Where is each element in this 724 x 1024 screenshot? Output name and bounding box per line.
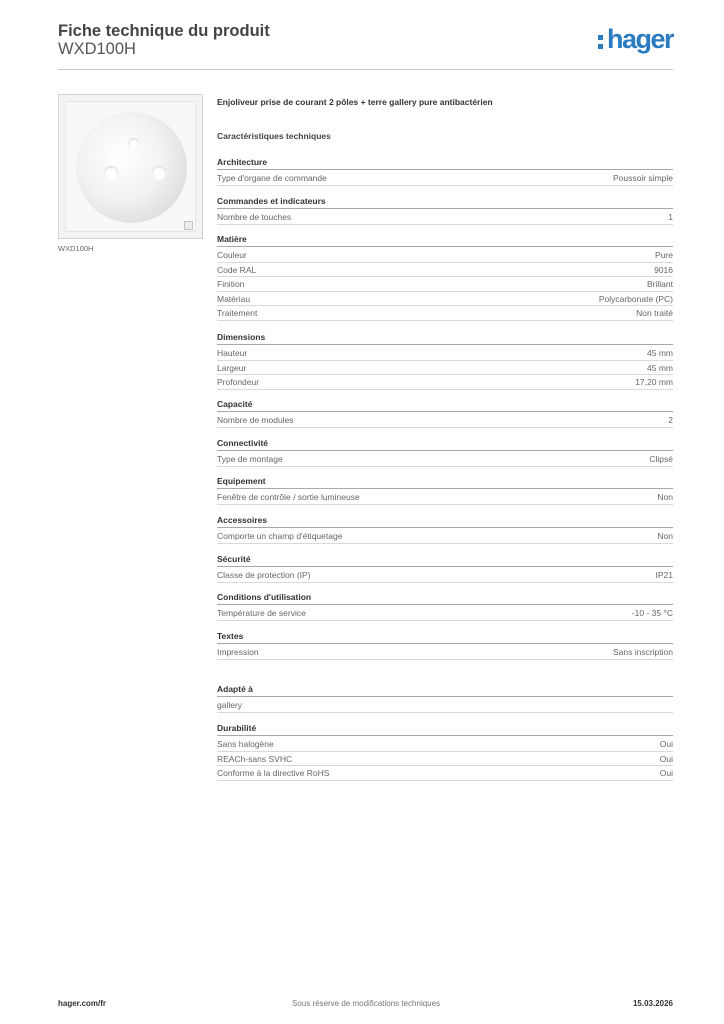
spec-label: Température de service <box>217 608 306 618</box>
footer-disclaimer: Sous réserve de modifications techniques <box>292 999 441 1008</box>
spec-value: 45 mm <box>647 348 673 358</box>
spec-label: Nombre de touches <box>217 212 292 222</box>
spec-value: Oui <box>659 739 673 749</box>
spec-row <box>217 698 673 713</box>
spec-group-title: Textes <box>217 631 673 644</box>
spec-group-title: Capacité <box>217 399 673 412</box>
image-caption: WXD100H <box>58 244 94 253</box>
spec-row <box>217 490 673 505</box>
spec-row <box>217 306 673 321</box>
spec-value: Polycarbonate (PC) <box>598 293 673 304</box>
spec-label: Comporte un champ d'étiquetage <box>217 531 343 541</box>
spec-row <box>217 645 673 660</box>
spec-row <box>217 737 673 752</box>
spec-label: Couleur <box>217 250 247 260</box>
spec-label: Type de montage <box>217 454 283 464</box>
spec-value: 2 <box>668 415 673 425</box>
spec-group-title: Dimensions <box>217 332 673 345</box>
page-header <box>58 20 673 70</box>
spec-value: 9016 <box>654 264 673 275</box>
spec-label: Classe de protection (IP) <box>217 570 311 580</box>
spec-row <box>217 452 673 467</box>
spec-label: Code RAL <box>217 264 257 275</box>
socket-hole-left-icon <box>104 166 118 180</box>
spec-label: Traitement <box>217 308 258 319</box>
socket-disc <box>76 112 187 223</box>
spec-value: 1 <box>668 212 673 222</box>
spec-group-title: Accessoires <box>217 515 673 528</box>
spec-value: Non traité <box>636 308 673 319</box>
spec-value: Sans inscription <box>612 647 673 657</box>
spec-label: REACh-sans SVHC <box>217 753 293 764</box>
spec-row <box>217 171 673 186</box>
spec-value: Oui <box>659 768 673 779</box>
spec-label: Fenêtre de contrôle / sortie lumineuse <box>217 492 360 502</box>
spec-label: Sans halogène <box>217 739 274 749</box>
spec-value: Pure <box>655 250 673 260</box>
spec-label: Finition <box>217 279 245 290</box>
spec-row <box>217 248 673 263</box>
spec-row <box>217 752 673 767</box>
spec-value: Oui <box>659 753 673 764</box>
spec-row <box>217 375 673 390</box>
spec-group-title: Durabilité <box>217 723 673 736</box>
spec-group-title: Connectivité <box>217 438 673 451</box>
spec-row <box>217 292 673 307</box>
spec-value: IP21 <box>655 570 673 580</box>
spec-label: Hauteur <box>217 348 248 358</box>
spec-row <box>217 413 673 428</box>
spec-label: Impression <box>217 647 259 657</box>
product-image <box>58 94 203 239</box>
hager-logo <box>607 24 673 55</box>
spec-value: Brillant <box>647 279 673 290</box>
spec-label: Nombre de modules <box>217 415 294 425</box>
logo-dots-icon <box>598 33 604 51</box>
product-reference: WXD100H <box>58 40 136 58</box>
spec-group-title: Sécurité <box>217 554 673 567</box>
spec-value: Non <box>657 492 673 502</box>
spec-value: Poussoir simple <box>613 173 673 183</box>
spec-group-title: Conditions d'utilisation <box>217 592 673 605</box>
spec-label: Largeur <box>217 362 247 373</box>
spec-value: Non <box>657 531 673 541</box>
spec-group-title: Commandes et indicateurs <box>217 196 673 209</box>
spec-value: 17,20 mm <box>635 377 673 388</box>
spec-group-title: Matière <box>217 234 673 247</box>
earth-pin-icon <box>128 138 139 149</box>
plate-marking-icon <box>184 221 193 230</box>
footer-date: 15.03.2026 <box>632 999 673 1008</box>
spec-row <box>217 529 673 544</box>
spec-label: Profondeur <box>217 377 260 388</box>
spec-value: -10 - 35 °C <box>631 608 673 618</box>
spec-label: gallery <box>217 700 243 710</box>
spec-label: Matériau <box>217 293 251 304</box>
spec-row <box>217 606 673 621</box>
spec-label: Conforme à la directive RoHS <box>217 768 330 779</box>
spec-row <box>217 210 673 225</box>
spec-value: Clipsé <box>649 454 673 464</box>
spec-row <box>217 361 673 376</box>
socket-hole-right-icon <box>152 166 166 180</box>
spec-row <box>217 346 673 361</box>
specs-heading: Caractéristiques techniques <box>217 131 331 141</box>
spec-row <box>217 766 673 781</box>
spec-label: Type d'organe de commande <box>217 173 327 183</box>
spec-group-title: Architecture <box>217 157 673 170</box>
spec-row <box>217 568 673 583</box>
spec-group-title: Equipement <box>217 476 673 489</box>
logo-text: hager <box>606 24 673 54</box>
spec-value: 45 mm <box>647 362 673 373</box>
spec-row <box>217 277 673 292</box>
spec-row <box>217 263 673 278</box>
footer-website[interactable]: hager.com/fr <box>58 999 107 1008</box>
socket-plate-icon <box>65 101 196 232</box>
product-description: Enjoliveur prise de courant 2 pôles + terre gallery pure antibactérien <box>217 97 493 107</box>
spec-group-title: Adapté à <box>217 684 673 697</box>
document-title: Fiche technique du produit <box>58 22 270 40</box>
